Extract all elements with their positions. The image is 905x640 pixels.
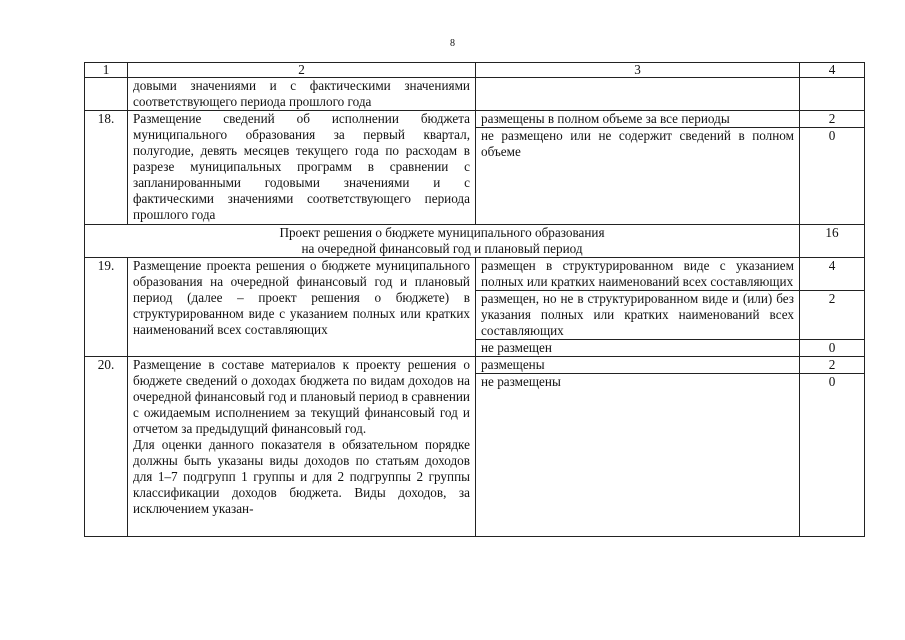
row-18-number: 18.: [85, 111, 128, 225]
row-20-score-2: 0: [800, 374, 865, 537]
section-title: [85, 225, 800, 258]
table-row-19: [85, 258, 865, 291]
row-19-score-3: 0: [800, 340, 865, 357]
continuation-score-cell: [800, 78, 865, 111]
table-row-20: [85, 357, 865, 374]
row-20-number: 20.: [85, 357, 128, 537]
row-20-paragraph-1: Размещение в составе материалов к проекту решения о бюджете сведений о доходах бюджета по видам доходов на очередной финансовый год и плановый период в сравнении с ожидаемым исполнением за текущий финансовый год и отчетом за предыдущий финансовый год.: [133, 357, 470, 436]
header-col-3: 3: [476, 63, 800, 78]
page-number: 8: [450, 38, 455, 49]
table-row-18: [85, 111, 865, 128]
row-18-score-1: 2: [800, 111, 865, 128]
row-20-criterion-2: не размещены: [476, 374, 800, 537]
row-19-criterion-1: размещен в структурированном виде с указанием полных или кратких наименований всех составляющих: [476, 258, 800, 291]
header-row: [85, 63, 865, 78]
section-title-line-2: на очередной финансовый год и плановый период: [301, 241, 583, 256]
row-19-criterion-2: размещен, но не в структурированном виде и (или) без указания полных или кратких наименований всех составляющих: [476, 291, 800, 340]
section-row: [85, 225, 865, 258]
row-20-criterion-1: размещены: [476, 357, 800, 374]
row-19-number: 19.: [85, 258, 128, 357]
row-18-criterion-2: не размещено или не содержит сведений в полном объеме: [476, 128, 800, 225]
continuation-row: [85, 78, 865, 111]
row-20-paragraph-2: Для оценки данного показателя в обязательном порядке должны быть указаны виды доходов по статьям доходов для 1–7 подгрупп 1 группы и для 2 подгруппы 2 группы классификации доходов бюджета. Виды доходов, за исключением указан-: [133, 437, 470, 516]
row-19-score-1: 4: [800, 258, 865, 291]
continuation-criteria-cell: [476, 78, 800, 111]
row-19-score-2: 2: [800, 291, 865, 340]
row-20-score-1: 2: [800, 357, 865, 374]
continuation-text: довыми значениями и с фактическими значениями соответствующего периода прошлого года: [128, 78, 476, 111]
criteria-table: [84, 62, 865, 537]
row-18-score-2: 0: [800, 128, 865, 225]
continuation-num-cell: [85, 78, 128, 111]
row-19-criterion-3: не размещен: [476, 340, 800, 357]
header-col-2: 2: [128, 63, 476, 78]
section-score: 16: [800, 225, 865, 258]
header-col-4: 4: [800, 63, 865, 78]
row-18-description: Размещение сведений об исполнении бюджета муниципального образования за первый квартал, полугодие, девять месяцев текущего года по расходам в разрезе муниципальных программ в сравнении с запланированными годовыми значениями и с фактическими значениями соответствующего периода прошлого года: [128, 111, 476, 225]
row-19-description: Размещение проекта решения о бюджете муниципального образования на очередной финансовый год и плановый период (далее – проект решения о бюджете) в структурированном виде с указанием полных или кратких наименований всех составляющих: [128, 258, 476, 357]
section-title-line-1: Проект решения о бюджете муниципального образования: [279, 225, 605, 240]
header-col-1: 1: [85, 63, 128, 78]
row-20-description: [128, 357, 476, 537]
row-18-criterion-1: размещены в полном объеме за все периоды: [476, 111, 800, 128]
